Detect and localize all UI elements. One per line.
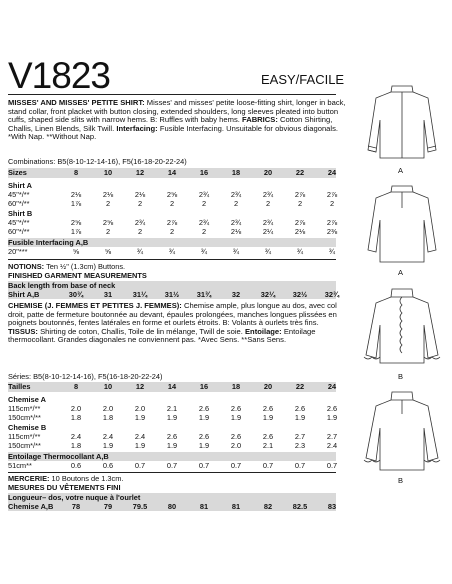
chemise-a-row-115 — [8, 405, 338, 413]
value-cell: 2⅝ — [70, 218, 82, 227]
size-cell: 24 — [327, 382, 337, 391]
value-cell: 2.7 — [326, 432, 338, 441]
size-cell: 22 — [295, 382, 305, 391]
value-cell: 2¾ — [198, 190, 210, 199]
value-cell: ¾ — [168, 247, 176, 256]
value-cell: 0.7 — [198, 461, 210, 470]
sizes-row — [8, 169, 338, 177]
mercerie-line — [8, 475, 123, 483]
value-cell: ¾ — [264, 247, 272, 256]
row-label: 150cm*/** — [8, 413, 41, 422]
value-cell: 1.9 — [262, 413, 274, 422]
finished-row-fr — [8, 503, 338, 511]
description-body: Misses' and misses' petite loose-fitting shirt, longer in back, stand collar, front placket with button closing, extended shoulders, long sleeves pleated into button cuffs, shaped side slits with narrow hems. B: Ruffles with baby hems. — [8, 98, 346, 125]
value-cell: 2⅛ — [294, 227, 306, 236]
drawing-label: B — [398, 476, 404, 485]
row-label: 45"*/** — [8, 190, 30, 199]
value-cell: 1.9 — [102, 441, 114, 450]
interfacing-text: Entoilage thermocollant. Grandes diagonales ne conviennent pas. *Avec Sens. **Sans Sens. — [8, 326, 316, 345]
value-cell: 2 — [169, 199, 175, 208]
value-cell: 1.8 — [102, 413, 114, 422]
fabrics-label: TISSUS: — [8, 326, 38, 336]
interfacing-row — [8, 248, 338, 256]
value-cell: 32¼ — [260, 290, 276, 299]
value-cell: 32¾ — [324, 290, 340, 299]
value-cell: 1.9 — [166, 413, 178, 422]
value-cell: 2 — [105, 227, 111, 236]
description-title: CHEMISE (J. FEMMES ET PETITES J. FEMMES): — [8, 301, 182, 310]
interfacing-table-label: Fusible Interfacing A,B — [8, 238, 89, 247]
header-divider — [8, 94, 336, 95]
value-cell: 2.6 — [294, 404, 306, 413]
mercerie-label: MERCERIE: — [8, 474, 50, 483]
value-cell: 2¾ — [198, 218, 210, 227]
value-cell: 1.9 — [294, 413, 306, 422]
size-cell: 12 — [135, 382, 145, 391]
shirt-a-back-drawing — [362, 180, 442, 265]
size-cell: 24 — [327, 168, 337, 177]
shirt-b-row-45 — [8, 219, 338, 227]
row-label: Shirt A,B — [8, 290, 40, 299]
notions-divider — [8, 259, 336, 260]
chemise-a-row-150 — [8, 414, 338, 422]
value-cell: 79 — [103, 502, 113, 511]
value-cell: 2¾ — [262, 218, 274, 227]
finished-title-fr: MESURES DU VÊTEMENTS FINI — [8, 483, 121, 492]
english-description — [8, 99, 358, 142]
chemise-b-row-150 — [8, 442, 338, 450]
value-cell: 2.3 — [294, 441, 306, 450]
value-cell: 2.7 — [294, 432, 306, 441]
value-cell: 1.9 — [166, 441, 178, 450]
value-cell: 82 — [263, 502, 273, 511]
value-cell: 1.8 — [70, 441, 82, 450]
mercerie-divider — [8, 472, 336, 473]
value-cell: 2⅛ — [70, 190, 82, 199]
shirt-a-row-45 — [8, 191, 338, 199]
value-cell: 2¾ — [134, 218, 146, 227]
value-cell: 1.9 — [134, 413, 146, 422]
value-cell: 2.6 — [230, 432, 242, 441]
value-cell: 0.7 — [134, 461, 146, 470]
size-cell: 20 — [263, 168, 273, 177]
value-cell: 2⅞ — [326, 218, 338, 227]
drawing-label: A — [398, 166, 404, 175]
pattern-code: V1823 — [8, 55, 110, 96]
size-cell: 22 — [295, 168, 305, 177]
row-label: 60"*/** — [8, 199, 30, 208]
value-cell: 2¾ — [230, 218, 242, 227]
entoilage-table-label: Entoilage Thermocollant A,B — [8, 452, 109, 461]
value-cell: 81 — [231, 502, 241, 511]
size-cell: 16 — [199, 382, 209, 391]
shirt-a-front-drawing — [362, 80, 442, 165]
combinations-line — [8, 158, 187, 166]
value-cell: 2.6 — [198, 432, 210, 441]
combinations-text: B5(8-10-12-14-16), F5(16-18-20-22-24) — [57, 157, 187, 166]
value-cell: 82.5 — [292, 502, 308, 511]
size-cell: 8 — [73, 382, 79, 391]
value-cell: 2 — [329, 199, 335, 208]
value-cell: 2.4 — [326, 441, 338, 450]
value-cell: 31 — [103, 290, 113, 299]
row-label: 115cm*/** — [8, 432, 41, 441]
row-label: 51cm** — [8, 461, 32, 470]
shirt-b-row-60 — [8, 228, 338, 236]
value-cell: 1⅞ — [70, 199, 82, 208]
size-cell: 12 — [135, 168, 145, 177]
value-cell: 2⅛ — [230, 227, 242, 236]
value-cell: 2.4 — [70, 432, 82, 441]
value-cell: 31¼ — [132, 290, 148, 299]
value-cell: 2.6 — [198, 404, 210, 413]
fabrics-label: FABRICS: — [241, 115, 278, 125]
value-cell: 0.7 — [230, 461, 242, 470]
value-cell: 2.0 — [70, 404, 82, 413]
value-cell: 2.6 — [166, 432, 178, 441]
value-cell: 2.6 — [262, 432, 274, 441]
value-cell: 2 — [137, 227, 143, 236]
shirt-b-back-drawing — [360, 388, 444, 473]
value-cell: ⅝ — [72, 247, 80, 256]
interfacing-label: Interfacing: — [116, 123, 158, 133]
row-label: 45"*/** — [8, 218, 30, 227]
value-cell: 2 — [137, 199, 143, 208]
value-cell: 80 — [167, 502, 177, 511]
shirt-b-label: Shirt B — [8, 209, 33, 218]
value-cell: 83 — [327, 502, 337, 511]
value-cell: 0.6 — [102, 461, 114, 470]
value-cell: 2.0 — [134, 404, 146, 413]
notions-label: NOTIONS: — [8, 262, 45, 271]
value-cell: 2.6 — [262, 404, 274, 413]
mercerie-text: 10 Boutons de 1.3cm. — [51, 474, 124, 483]
value-cell: ⅝ — [104, 247, 112, 256]
finished-row — [8, 291, 338, 299]
value-cell: 2 — [233, 199, 239, 208]
value-cell: 2⅝ — [166, 190, 178, 199]
fabrics-text: Shirting de coton, Challis, Toile de lin mélange, Twill de soie. — [40, 326, 243, 336]
size-cell: 18 — [231, 382, 241, 391]
size-cell: 18 — [231, 168, 241, 177]
drawing-label: B — [398, 372, 404, 381]
row-label: 20"*** — [8, 247, 28, 256]
row-label: Chemise A,B — [8, 502, 54, 511]
value-cell: 0.7 — [166, 461, 178, 470]
value-cell: 78 — [71, 502, 81, 511]
notions-line — [8, 263, 125, 271]
value-cell: 2.6 — [230, 404, 242, 413]
value-cell: 2.6 — [326, 404, 338, 413]
drawing-label: A — [398, 268, 404, 277]
chemise-a-label: Chemise A — [8, 395, 46, 404]
value-cell: 2.4 — [102, 432, 114, 441]
value-cell: 0.7 — [294, 461, 306, 470]
description-title: MISSES' AND MISSES' PETITE SHIRT: — [8, 98, 145, 107]
value-cell: 79.5 — [132, 502, 148, 511]
value-cell: 2 — [105, 199, 111, 208]
chemise-b-row-115 — [8, 433, 338, 441]
combinations-label: Combinations: — [8, 157, 56, 166]
value-cell: 2⅛ — [102, 190, 114, 199]
value-cell: 0.7 — [262, 461, 274, 470]
size-cell: 14 — [167, 382, 177, 391]
value-cell: 1.8 — [70, 413, 82, 422]
value-cell: 2 — [297, 199, 303, 208]
interfacing-label: Entoilage: — [244, 326, 282, 336]
value-cell: 2⅛ — [134, 190, 146, 199]
value-cell: 81 — [199, 502, 209, 511]
value-cell: 1.9 — [198, 413, 210, 422]
value-cell: 32 — [231, 290, 241, 299]
value-cell: 1.9 — [326, 413, 338, 422]
value-cell: 2¾ — [230, 190, 242, 199]
value-cell: 32½ — [292, 290, 308, 299]
value-cell: ¾ — [136, 247, 144, 256]
french-description — [8, 302, 348, 345]
size-cell: 10 — [103, 382, 113, 391]
value-cell: 2¼ — [262, 227, 274, 236]
value-cell: 2.1 — [262, 441, 274, 450]
notions-text: Ten ½" (1.3cm) Buttons. — [46, 262, 126, 271]
value-cell: 2 — [169, 227, 175, 236]
value-cell: ¾ — [200, 247, 208, 256]
value-cell: 2⅝ — [102, 218, 114, 227]
finished-title: FINISHED GARMENT MEASUREMENTS — [8, 271, 147, 280]
value-cell: 2⅞ — [166, 218, 178, 227]
row-label: 115cm*/** — [8, 404, 41, 413]
sizes-label: Sizes — [8, 168, 27, 177]
value-cell: 1.9 — [134, 441, 146, 450]
value-cell: 2 — [201, 227, 207, 236]
value-cell: 2 — [265, 199, 271, 208]
value-cell: 2.1 — [166, 404, 178, 413]
sizes-label: Tailles — [8, 382, 31, 391]
row-label: 60"*/** — [8, 227, 30, 236]
description-body: Chemise ample, plus longue au dos, avec col droit, patte de fermeture boutonnée au devant, épaules prolongées, manches longues plissées en poignets boutonnés, fentes latérales en forme et ourlets étroits. B: Volants à ourlets très fins. — [8, 301, 337, 328]
size-cell: 8 — [73, 168, 79, 177]
series-text: B5(8-10-12-14-16), F5(16-18-20-22-24) — [33, 372, 163, 381]
value-cell: ¾ — [296, 247, 304, 256]
value-cell: 2 — [201, 199, 207, 208]
series-line — [8, 373, 162, 381]
value-cell: 2⅞ — [294, 218, 306, 227]
value-cell: 2⅞ — [294, 190, 306, 199]
shirt-a-row-60 — [8, 200, 338, 208]
value-cell: 2¾ — [262, 190, 274, 199]
row-label: 150cm*/** — [8, 441, 41, 450]
value-cell: 1⅞ — [70, 227, 82, 236]
value-cell: 2⅞ — [326, 190, 338, 199]
value-cell: 1.9 — [198, 441, 210, 450]
entoilage-row — [8, 462, 338, 470]
value-cell: 2.0 — [102, 404, 114, 413]
size-cell: 10 — [103, 168, 113, 177]
fabrics-text: Cotton Shirting, Challis, Linen Blends, Silk Twill. — [8, 115, 333, 133]
size-cell: 16 — [199, 168, 209, 177]
value-cell: 0.7 — [326, 461, 338, 470]
interfacing-text: Fusible Interfacing. Unsuitable for obvious diagonals. *With Nap. **Without Nap. — [8, 123, 338, 142]
shirt-a-label: Shirt A — [8, 181, 32, 190]
series-label: Séries: — [8, 372, 32, 381]
value-cell: 31½ — [164, 290, 180, 299]
difficulty-label: EASY/FACILE — [261, 72, 345, 87]
back-length-label-fr: Longueur– dos, votre nuque à l'ourlet — [8, 493, 141, 502]
value-cell: 30¾ — [68, 290, 84, 299]
value-cell: 2.4 — [134, 432, 146, 441]
value-cell: 2⅜ — [326, 227, 338, 236]
size-cell: 20 — [263, 382, 273, 391]
value-cell: 2.0 — [230, 441, 242, 450]
shirt-b-front-drawing — [360, 285, 444, 370]
back-length-label: Back length from base of neck — [8, 281, 116, 290]
value-cell: ¾ — [328, 247, 336, 256]
value-cell: ¾ — [232, 247, 240, 256]
value-cell: 31¾ — [196, 290, 212, 299]
tailles-row — [8, 383, 338, 391]
value-cell: 1.9 — [230, 413, 242, 422]
value-cell: 0.6 — [70, 461, 82, 470]
size-cell: 14 — [167, 168, 177, 177]
chemise-b-label: Chemise B — [8, 423, 47, 432]
